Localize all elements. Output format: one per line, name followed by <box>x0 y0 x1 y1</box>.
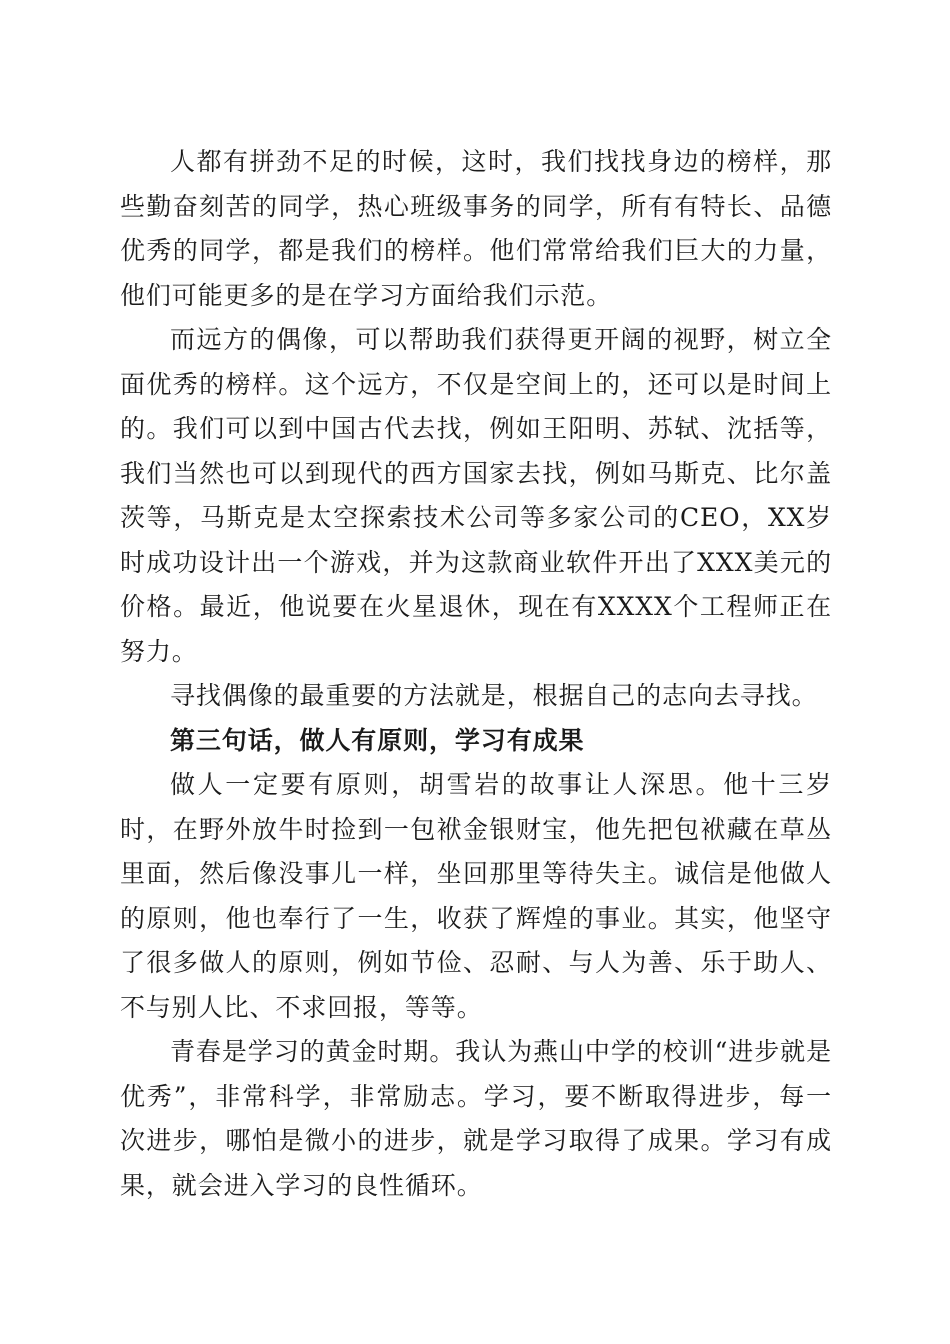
paragraph-role-models: 人都有拼劲不足的时候，这时，我们找找身边的榜样，那些勤奋刻苦的同学，热心班级事务的同学，所有有特长、品德优秀的同学，都是我们的榜样。他们常常给我们巨大的力量，他们可能更多的是在学习方面给我们示范。 <box>120 147 832 310</box>
paragraph-find-idols: 寻找偶像的最重要的方法就是，根据自己的志向去寻找。 <box>170 681 818 710</box>
paragraph-distant-idols: 而远方的偶像，可以帮助我们获得更开阔的视野，树立全面优秀的榜样。这个远方，不仅是空间上的，还可以是时间上的。我们可以到中国古代去找，例如王阳明、苏轼、沈括等，我们当然也可以到现代的西方国家去找，例如马斯克、比尔盖茨等，马斯克是太空探索技术公司等多家公司的CEO，XX岁时成功设计出一个游戏，并为这款商业软件开出了XXX美元的价格。最近，他说要在火星退休，现在有XXXX个工程师正在努力。 <box>120 325 832 666</box>
paragraph-principles: 做人一定要有原则，胡雪岩的故事让人深思。他十三岁时，在野外放牛时捡到一包袱金银财宝，他先把包袱藏在草丛里面，然后像没事儿一样，坐回那里等待失主。诚信是他做人的原则，他也奉行了一生，收获了辉煌的事业。其实，他坚守了很多做人的原则，例如节俭、忍耐、与人为善、乐于助人、不与别人比、不求回报，等等。 <box>120 770 832 1022</box>
paragraph-youth-learning: 青春是学习的黄金时期。我认为燕山中学的校训“进步就是优秀”，非常科学，非常励志。学习，要不断取得进步，每一次进步，哪怕是微小的进步，就是学习取得了成果。学习有成果，就会进入学习的良性循环。 <box>120 1037 832 1200</box>
document-body <box>120 140 832 1208</box>
section-heading-third: 第三句话，做人有原则，学习有成果 <box>170 725 585 755</box>
